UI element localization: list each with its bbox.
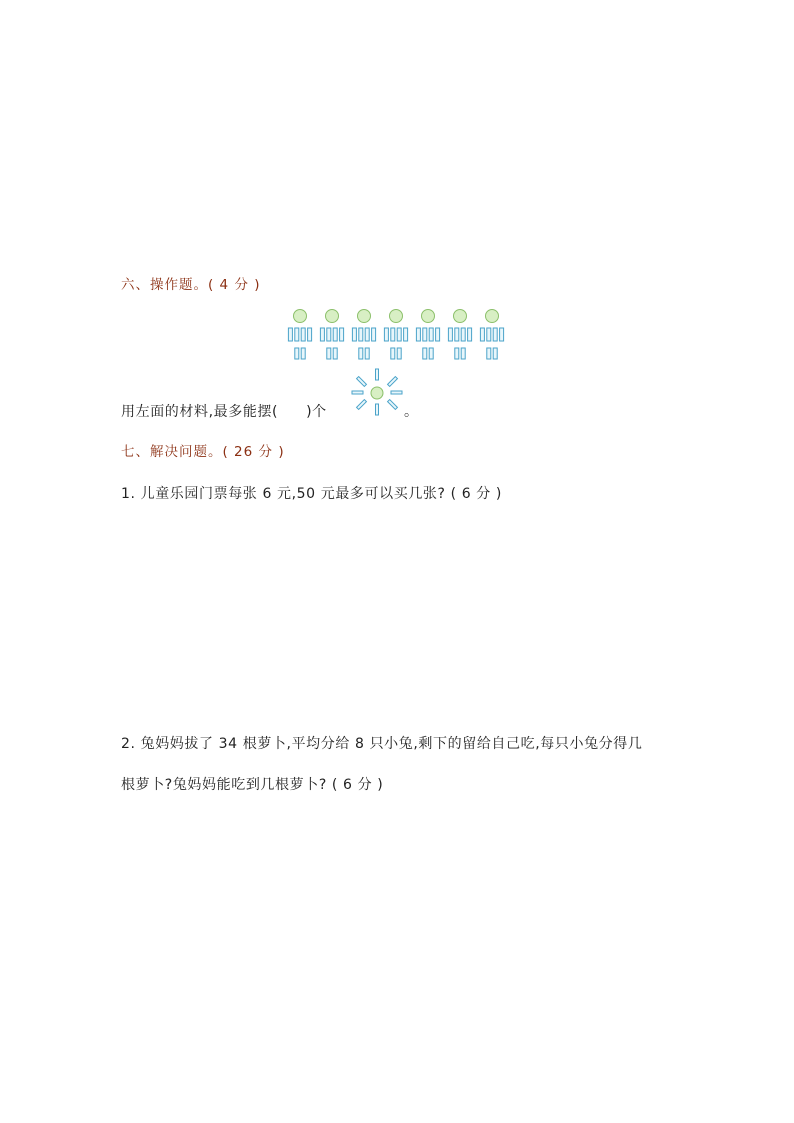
long-stick	[327, 328, 331, 341]
long-stick	[359, 328, 363, 341]
sun-stick-bottom-left	[357, 400, 367, 410]
long-stick	[295, 328, 299, 341]
sun-stick-top	[376, 369, 379, 380]
long-stick	[468, 328, 472, 341]
section-7-points: ( 26 分 )	[222, 444, 285, 460]
section-7-heading	[121, 440, 285, 460]
operation-question	[121, 401, 327, 421]
short-stick	[493, 348, 497, 359]
sun-stick-bottom	[376, 404, 379, 415]
material-circle	[294, 310, 307, 323]
long-stick	[416, 328, 420, 341]
long-stick	[320, 328, 324, 341]
short-stick	[359, 348, 363, 359]
long-stick	[455, 328, 459, 341]
question-end: 。	[404, 404, 418, 420]
long-stick	[288, 328, 292, 341]
long-stick	[365, 328, 369, 341]
question-before: 用左面的材料,最多能摆(	[121, 404, 279, 420]
problem-1: 1. 儿童乐园门票每张 6 元,50 元最多可以买几张? ( 6 分 )	[121, 486, 502, 502]
sun-stick-right	[391, 391, 402, 394]
sun-shape-figure	[349, 367, 405, 419]
long-stick	[352, 328, 356, 341]
long-stick	[340, 328, 344, 341]
short-stick	[391, 348, 395, 359]
short-stick	[295, 348, 299, 359]
sun-stick-bottom-right	[388, 400, 398, 410]
long-stick	[423, 328, 427, 341]
problem-2-line-2: 根萝卜?兔妈妈能吃到几根萝卜? ( 6 分 )	[121, 777, 384, 793]
section-6-title: 六、操作题。	[121, 277, 208, 293]
long-stick	[487, 328, 491, 341]
material-circle	[358, 310, 371, 323]
problem-2-line-1: 2. 兔妈妈拔了 34 根萝卜,平均分给 8 只小兔,剩下的留给自己吃,每只小兔分得几	[121, 736, 643, 752]
long-stick	[397, 328, 401, 341]
section-7-title: 七、解决问题。	[121, 444, 223, 460]
long-stick	[493, 328, 497, 341]
short-stick	[333, 348, 337, 359]
long-stick	[500, 328, 504, 341]
long-stick	[301, 328, 305, 341]
long-stick	[429, 328, 433, 341]
long-stick	[436, 328, 440, 341]
sun-stick-top-right	[388, 377, 398, 387]
long-stick	[333, 328, 337, 341]
material-circle	[326, 310, 339, 323]
material-circle	[390, 310, 403, 323]
short-stick	[365, 348, 369, 359]
short-stick	[327, 348, 331, 359]
long-stick	[480, 328, 484, 341]
short-stick	[487, 348, 491, 359]
question-after: )个	[306, 404, 327, 420]
short-stick	[429, 348, 433, 359]
long-stick	[384, 328, 388, 341]
short-stick	[423, 348, 427, 359]
material-circle	[454, 310, 467, 323]
section-6-points: ( 4 分 )	[208, 277, 261, 293]
section-6-heading	[121, 273, 261, 293]
short-stick	[461, 348, 465, 359]
long-stick	[372, 328, 376, 341]
material-circle	[422, 310, 435, 323]
long-stick	[404, 328, 408, 341]
long-stick	[461, 328, 465, 341]
materials-figure	[286, 307, 510, 363]
material-circle	[486, 310, 499, 323]
short-stick	[397, 348, 401, 359]
long-stick	[448, 328, 452, 341]
short-stick	[455, 348, 459, 359]
long-stick	[391, 328, 395, 341]
sun-circle	[371, 387, 383, 399]
short-stick	[301, 348, 305, 359]
sun-stick-left	[352, 391, 363, 394]
sun-stick-top-left	[357, 377, 367, 387]
long-stick	[308, 328, 312, 341]
